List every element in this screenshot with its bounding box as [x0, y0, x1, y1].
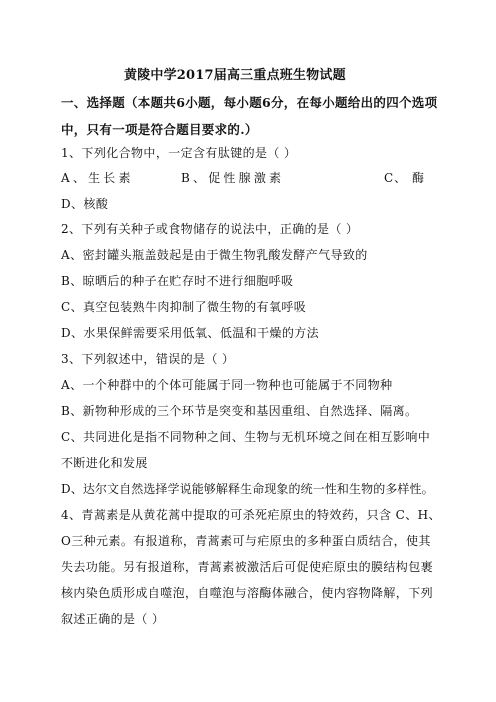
- question-2-option-b: B、晾晒后的种子在贮存时不进行细胞呼吸: [61, 274, 294, 288]
- question-1-option-a: A、生长素: [61, 171, 134, 185]
- question-2-stem: 2、下列有关种子或食物储存的说法中，正确的是（ ）: [61, 222, 359, 236]
- question-4-line-4: 核内染色质形成自噬泡，自噬泡与溶酶体融合，使内容物降解，下列: [61, 586, 434, 600]
- question-3-stem: 3、下列叙述中，错误的是（ ）: [61, 352, 235, 366]
- question-1-option-c: C、 酶: [384, 171, 425, 185]
- question-2-option-c: C、真空包装熟牛肉抑制了微生物的有氧呼吸: [61, 300, 307, 314]
- question-4-line-5: 叙述正确的是（ ）: [61, 612, 165, 626]
- question-4-line-3: 失去功能。另有报道称，青蒿素被激活后可促使疟原虫的膜结构包裹: [61, 560, 434, 574]
- question-4-line-2: O三种元素。有报道称，青蒿素可与疟原虫的多种蛋白质结合，使其: [61, 534, 431, 548]
- section-heading-line-2: 中，只有一项是符合题目要求的.）: [61, 122, 258, 137]
- section-heading-line-1: 一、选择题（本题共6小题，每小题6分，在每小题给出的四个选项: [61, 95, 438, 110]
- question-3-option-b: B、新物种形成的三个环节是突变和基因重组、自然选择、隔离。: [61, 404, 418, 418]
- question-3-option-d: D、达尔文自然选择学说能够解释生命现象的统一性和生物的多样性。: [61, 482, 434, 496]
- question-4-line-1: 4、青蒿素是从黄花蒿中提取的可杀死疟原虫的特效药，只含 C、H、: [61, 508, 441, 522]
- question-3-option-a: A、一个种群中的个体可能属于同一物种也可能属于不同物种: [61, 378, 393, 392]
- question-1-option-b: B、促性腺激素: [181, 171, 285, 185]
- question-1-option-d: D、核酸: [61, 197, 109, 211]
- question-3-option-c-line-2: 不断进化和发展: [61, 456, 148, 470]
- question-1-stem: 1、下列化合物中，一定含有肽键的是（ ）: [61, 146, 297, 160]
- question-2-option-d: D、水果保鲜需要采用低氧、低温和干燥的方法: [61, 326, 320, 340]
- question-2-option-a: A、密封罐头瓶盖鼓起是由于微生物乳酸发酵产气导致的: [61, 248, 368, 262]
- question-3-option-c-line-1: C、共同进化是指不同物种之间、生物与无机环境之间在相互影响中: [61, 430, 431, 444]
- exam-title: 黄陵中学2017届高三重点班生物试题: [124, 68, 346, 83]
